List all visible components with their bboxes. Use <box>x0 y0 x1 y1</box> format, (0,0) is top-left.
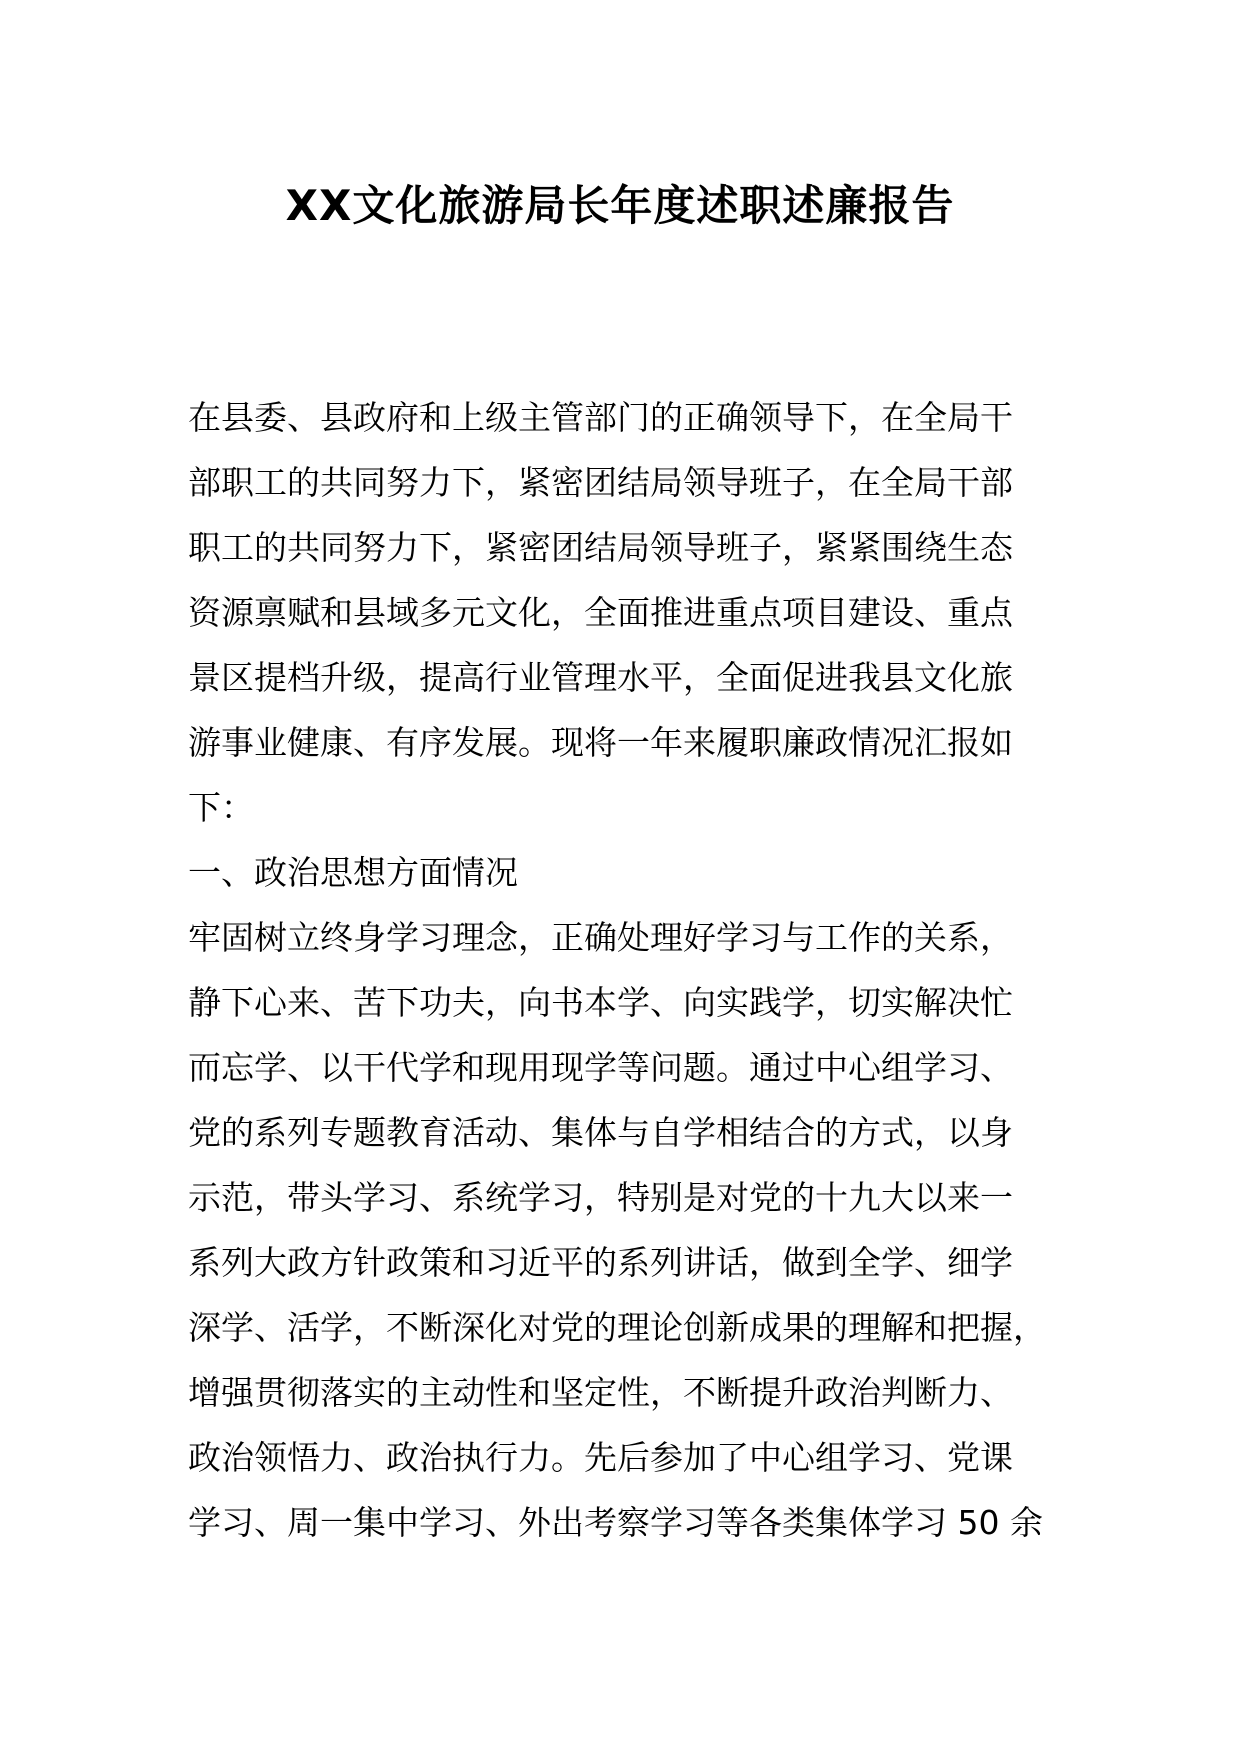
document-body <box>188 385 1088 1555</box>
body-line: 党的系列专题教育活动、集体与自学相结合的方式，以身 <box>188 1113 1013 1152</box>
body-line: 职工的共同努力下，紧密团结局领导班子，紧紧围绕生态 <box>188 528 1013 567</box>
body-line: 牢固树立终身学习理念，正确处理好学习与工作的关系， <box>188 918 1013 957</box>
section-heading: 一、政治思想方面情况 <box>188 853 518 892</box>
body-line: 部职工的共同努力下，紧密团结局领导班子，在全局干部 <box>188 463 1013 502</box>
body-line: 静下心来、苦下功夫，向书本学、向实践学，切实解决忙 <box>188 983 1013 1022</box>
body-line: 而忘学、以干代学和现用现学等问题。通过中心组学习、 <box>188 1048 1013 1087</box>
body-line: 政治领悟力、政治执行力。先后参加了中心组学习、党课 <box>188 1438 1013 1477</box>
body-line: 学习、周一集中学习、外出考察学习等各类集体学习 50 余 <box>188 1503 1043 1542</box>
document-title: XX文化旅游局长年度述职述廉报告 <box>285 181 955 230</box>
body-line: 示范，带头学习、系统学习，特别是对党的十九大以来一 <box>188 1178 1013 1217</box>
body-line: 下： <box>188 788 254 827</box>
body-line: 资源禀赋和县域多元文化，全面推进重点项目建设、重点 <box>188 593 1013 632</box>
body-line: 游事业健康、有序发展。现将一年来履职廉政情况汇报如 <box>188 723 1013 762</box>
body-line: 增强贯彻落实的主动性和坚定性，不断提升政治判断力、 <box>188 1373 1013 1412</box>
body-line: 系列大政方针政策和习近平的系列讲话，做到全学、细学 <box>188 1243 1013 1282</box>
body-line: 景区提档升级，提高行业管理水平，全面促进我县文化旅 <box>188 658 1013 697</box>
body-line: 在县委、县政府和上级主管部门的正确领导下，在全局干 <box>188 398 1013 437</box>
body-line: 深学、活学，不断深化对党的理论创新成果的理解和把握， <box>188 1308 1046 1347</box>
